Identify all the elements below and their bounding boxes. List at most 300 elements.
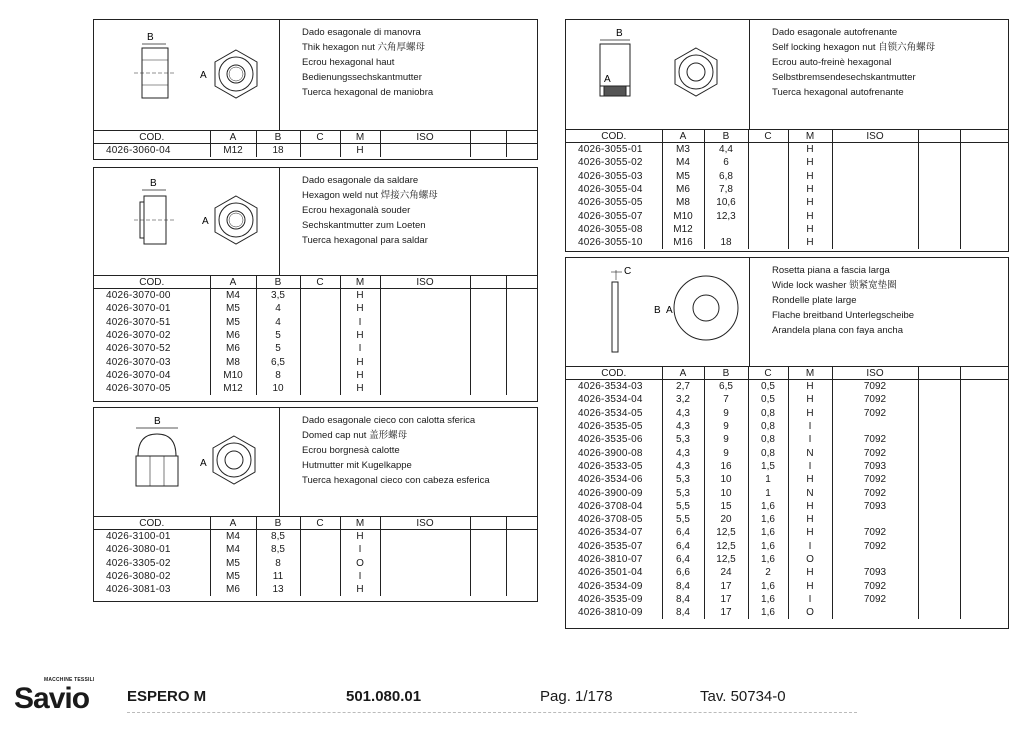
cell-c [300,342,340,355]
cell-b: 18 [256,144,300,158]
cell-b: 20 [704,513,748,526]
cell-empty [918,606,960,619]
cell-cod: 4026-3534-09 [566,579,662,592]
cell-iso [380,144,470,158]
cell-iso [380,329,470,342]
table-header: COD. A B C M ISO [94,517,537,530]
cell-c [300,355,340,368]
cell-empty [506,570,537,583]
cell-b: 17 [704,579,748,592]
table-row [566,566,1008,579]
cell-empty [470,369,506,382]
cell-empty [506,369,537,382]
cell-c [300,382,340,395]
table-row [566,526,1008,539]
cell-m: H [340,302,380,315]
cell-empty [960,460,1008,473]
description-multilingual: Dado esagonale cieco con calotta sferica Domed cap nut 盖形螺母 Ecrou borgnesà calotte Hutmutter mit Kugelkappe Tuerca hexagonal cieco con cabeza esferica [302,415,490,486]
cell-c: 1 [748,486,788,499]
cell-c [748,143,788,157]
cell-empty [960,420,1008,433]
parts-table [94,131,537,157]
cell-empty [918,143,960,157]
cell-c: 1,6 [748,526,788,539]
cell-m: H [788,223,832,236]
cell-cod: 4026-3055-08 [566,223,662,236]
cell-c [300,530,340,544]
cell-b: 8,5 [256,530,300,544]
cell-m: O [340,557,380,570]
cell-a: M12 [662,223,704,236]
cell-iso: 7093 [832,500,918,513]
cell-a: M8 [210,355,256,368]
footer-rule [127,712,857,713]
cell-c [748,196,788,209]
cell-b: 8,5 [256,543,300,556]
table-row [566,500,1008,513]
cell-iso [832,606,918,619]
table-row [566,236,1008,249]
table-row [566,183,1008,196]
cell-b: 12,3 [704,209,748,222]
cell-empty [470,144,506,158]
cell-iso [380,355,470,368]
cell-iso: 7092 [832,579,918,592]
table-row [566,446,1008,459]
cell-b: 11 [256,570,300,583]
cell-a: M4 [210,543,256,556]
cell-b: 6,5 [256,355,300,368]
cell-a: M5 [210,557,256,570]
cell-empty [470,355,506,368]
svg-text:A: A [666,305,673,316]
cell-cod: 4026-3810-09 [566,606,662,619]
cell-a: M4 [210,289,256,303]
cell-cod: 4026-3070-52 [94,342,210,355]
cell-empty [960,433,1008,446]
cell-cod: 4026-3534-06 [566,473,662,486]
cell-m: N [788,446,832,459]
cell-b: 5 [256,329,300,342]
cell-m: H [788,566,832,579]
cell-b: 12,5 [704,540,748,553]
cell-empty [918,156,960,169]
cell-empty [506,583,537,596]
cell-empty [960,606,1008,619]
cell-m: H [788,407,832,420]
cell-cod: 4026-3533-05 [566,460,662,473]
cell-empty [506,289,537,303]
cell-m: H [340,289,380,303]
cell-m: H [340,369,380,382]
cell-iso [832,209,918,222]
cell-m: I [340,570,380,583]
cell-c [748,223,788,236]
svg-text:A: A [200,70,207,81]
cell-c [300,543,340,556]
cell-empty [918,513,960,526]
cell-empty [506,557,537,570]
cell-empty [918,420,960,433]
cell-empty [918,446,960,459]
hex-nut-drawing-icon [94,20,280,130]
description-multilingual: Dado esagonale di manovra Thik hexagon nut 六角厚螺母 Ecrou hexagonal haut Bedienungssechskantmutter Tuerca hexagonal de maniobra [302,27,434,98]
cell-cod: 4026-3100-01 [94,530,210,544]
cell-cod: 4026-3055-04 [566,183,662,196]
cell-empty [960,473,1008,486]
table-header: COD. A B C M ISO [94,131,537,144]
cell-empty [960,156,1008,169]
cell-m: H [788,380,832,394]
cell-m: H [340,382,380,395]
cell-empty [918,393,960,406]
cell-empty [960,579,1008,592]
cell-iso: 7092 [832,540,918,553]
table-row [94,570,537,583]
cell-empty [960,393,1008,406]
cell-c: 0,8 [748,420,788,433]
cell-empty [918,209,960,222]
cell-cod: 4026-3070-00 [94,289,210,303]
cell-empty [506,316,537,329]
cell-empty [960,513,1008,526]
cell-cod: 4026-3070-02 [94,329,210,342]
cell-cod: 4026-3055-07 [566,209,662,222]
cell-b: 6,5 [704,380,748,394]
cell-c: 0,5 [748,393,788,406]
svg-text:A: A [604,74,611,85]
cell-c [300,369,340,382]
cell-a: 6,4 [662,526,704,539]
cell-a: M5 [210,302,256,315]
cell-b: 8 [256,557,300,570]
cell-cod: 4026-3535-09 [566,593,662,606]
block-self-locking-nut [565,19,1009,252]
svg-text:B: B [147,32,154,43]
cell-b: 6,8 [704,170,748,183]
cell-empty [918,579,960,592]
cell-cod: 4026-3534-03 [566,380,662,394]
cell-c [748,156,788,169]
table-row [566,170,1008,183]
table-row [94,355,537,368]
cell-cod: 4026-3055-01 [566,143,662,157]
cell-m: H [788,196,832,209]
cell-empty [960,196,1008,209]
cell-empty [918,236,960,249]
cell-c: 1,5 [748,460,788,473]
table-row [566,380,1008,394]
cell-a: M12 [210,382,256,395]
cell-m: O [788,606,832,619]
cell-m: I [340,316,380,329]
table-header: COD. A B C M ISO [566,367,1008,380]
cell-m: H [340,329,380,342]
cell-cod: 4026-3070-04 [94,369,210,382]
page-number: Pag. 1/178 [540,688,613,705]
lock-nut-drawing-icon [566,20,750,129]
cell-a: 6,4 [662,540,704,553]
svg-text:A: A [200,458,207,469]
table-row [94,329,537,342]
cell-empty [960,183,1008,196]
cell-a: 6,6 [662,566,704,579]
cap-nut-drawing-icon [94,408,280,516]
cell-m: H [340,355,380,368]
parts-table [94,276,537,395]
cell-empty [918,407,960,420]
svg-text:B: B [150,178,157,189]
description-multilingual: Rosetta piana a fascia larga Wide lock washer 锁紧宽垫圈 Rondelle plate large Flache breitband Unterlegscheibe Arandela plana con faya ancha [772,265,915,336]
cell-empty [960,170,1008,183]
table-row [566,223,1008,236]
cell-empty [960,500,1008,513]
cell-empty [506,329,537,342]
cell-a: 2,7 [662,380,704,394]
cell-b: 10 [704,486,748,499]
cell-cod: 4026-3305-02 [94,557,210,570]
description-multilingual: Dado esagonale da saldare Hexagon weld nut 焊接六角螺母 Ecrou hexagonalà souder Sechskantmutter zum Loeten Tuerca hexagonal para saldar [302,175,438,246]
cell-empty [470,289,506,303]
cell-c [300,289,340,303]
cell-iso [832,553,918,566]
cell-iso: 7092 [832,446,918,459]
cell-a: M3 [662,143,704,157]
cell-m: H [340,530,380,544]
cell-empty [960,446,1008,459]
cell-a: 5,5 [662,513,704,526]
table-row [566,393,1008,406]
table-row [566,143,1008,157]
cell-cod: 4026-3535-05 [566,420,662,433]
cell-b: 13 [256,583,300,596]
cell-b: 10 [256,382,300,395]
table-row [566,553,1008,566]
washer-drawing-icon [566,258,750,366]
cell-a: M5 [662,170,704,183]
cell-iso: 7092 [832,407,918,420]
cell-empty [506,355,537,368]
cell-cod: 4026-3070-03 [94,355,210,368]
cell-iso [832,156,918,169]
cell-empty [918,593,960,606]
cell-empty [918,526,960,539]
cell-c [300,144,340,158]
cell-empty [960,223,1008,236]
cell-c [748,209,788,222]
cell-a: M12 [210,144,256,158]
cell-cod: 4026-3070-05 [94,382,210,395]
cell-c [748,236,788,249]
cell-c [748,170,788,183]
cell-c: 2 [748,566,788,579]
cell-empty [960,566,1008,579]
table-row [566,196,1008,209]
cell-empty [506,543,537,556]
cell-iso: 7092 [832,526,918,539]
cell-cod: 4026-3534-04 [566,393,662,406]
table-row [94,557,537,570]
cell-a: M6 [210,583,256,596]
cell-iso [380,289,470,303]
block-domed-cap-nut [93,407,538,602]
table-row [94,583,537,596]
cell-b: 7 [704,393,748,406]
cell-iso: 7092 [832,593,918,606]
cell-c [300,316,340,329]
cell-empty [960,486,1008,499]
drawing-thick-hex-nut [94,20,280,130]
cell-cod: 4026-3534-05 [566,407,662,420]
cell-iso [380,583,470,596]
cell-b: 24 [704,566,748,579]
cell-a: 8,4 [662,606,704,619]
cell-a: 4,3 [662,460,704,473]
cell-iso [832,513,918,526]
cell-b: 10,6 [704,196,748,209]
table-row [94,530,537,544]
table-row [566,407,1008,420]
cell-m: H [340,583,380,596]
cell-iso [832,170,918,183]
cell-empty [918,553,960,566]
cell-iso: 7092 [832,486,918,499]
cell-b [704,223,748,236]
cell-m: H [788,143,832,157]
cell-cod: 4026-3081-03 [94,583,210,596]
cell-empty [918,196,960,209]
cell-empty [506,530,537,544]
cell-cod: 4026-3708-04 [566,500,662,513]
cell-m: I [788,433,832,446]
table-row [566,540,1008,553]
cell-b: 4 [256,302,300,315]
cell-c: 1,6 [748,579,788,592]
cell-b: 4,4 [704,143,748,157]
parts-table [566,367,1008,619]
logo-subtitle: MACCHINE TESSILI [44,677,95,683]
cell-empty [960,540,1008,553]
cell-a: 8,4 [662,593,704,606]
cell-empty [918,460,960,473]
table-row [566,420,1008,433]
cell-a: 8,4 [662,579,704,592]
cell-b: 3,5 [256,289,300,303]
cell-a: 4,3 [662,420,704,433]
svg-text:C: C [624,266,632,277]
cell-a: M5 [210,570,256,583]
cell-empty [918,473,960,486]
cell-a: 5,5 [662,500,704,513]
cell-empty [506,302,537,315]
svg-text:B: B [654,305,661,316]
table-row [566,486,1008,499]
cell-cod: 4026-3055-03 [566,170,662,183]
svg-text:B: B [154,416,161,427]
cell-b: 9 [704,446,748,459]
table-row [566,209,1008,222]
cell-m: H [788,526,832,539]
cell-b: 9 [704,420,748,433]
cell-iso [832,420,918,433]
table-row [94,382,537,395]
cell-cod: 4026-3055-02 [566,156,662,169]
cell-m: H [788,170,832,183]
cell-iso [380,557,470,570]
cell-cod: 4026-3070-51 [94,316,210,329]
svg-text:B: B [616,28,623,39]
cell-m: H [788,156,832,169]
cell-c: 1,6 [748,593,788,606]
cell-empty [470,570,506,583]
cell-c [300,570,340,583]
cell-c [300,583,340,596]
cell-empty [960,407,1008,420]
cell-m: H [788,473,832,486]
cell-c: 1,6 [748,500,788,513]
cell-iso [380,302,470,315]
cell-empty [918,170,960,183]
cell-iso [380,530,470,544]
cell-b: 6 [704,156,748,169]
cell-a: 4,3 [662,407,704,420]
cell-empty [960,526,1008,539]
cell-empty [960,380,1008,394]
cell-a: M6 [210,342,256,355]
cell-a: M10 [662,209,704,222]
cell-m: H [788,209,832,222]
cell-cod: 4026-3060-04 [94,144,210,158]
parts-table [94,517,537,596]
cell-a: 3,2 [662,393,704,406]
cell-a: M5 [210,316,256,329]
cell-cod: 4026-3534-07 [566,526,662,539]
cell-b: 4 [256,316,300,329]
cell-a: 5,3 [662,433,704,446]
cell-b: 12,5 [704,526,748,539]
cell-c: 1,6 [748,540,788,553]
cell-m: H [788,513,832,526]
parts-table [566,130,1008,249]
cell-empty [960,236,1008,249]
cell-empty [506,342,537,355]
cell-a: M6 [662,183,704,196]
table-header: COD. A B C M ISO [94,276,537,289]
cell-iso [380,342,470,355]
cell-cod: 4026-3080-01 [94,543,210,556]
cell-iso [380,382,470,395]
cell-iso [380,543,470,556]
cell-empty [960,553,1008,566]
cell-a: M4 [662,156,704,169]
table-header: COD. A B C M ISO [566,130,1008,143]
cell-m: I [788,540,832,553]
table-row [566,473,1008,486]
cell-iso [380,570,470,583]
drawing-self-locking-nut [566,20,750,129]
cell-a: M10 [210,369,256,382]
cell-cod: 4026-3070-01 [94,302,210,315]
table-row [566,593,1008,606]
cell-cod: 4026-3708-05 [566,513,662,526]
cell-a: 5,3 [662,486,704,499]
drawing-wide-lock-washer [566,258,750,366]
cell-empty [960,209,1008,222]
cell-m: H [788,236,832,249]
table-row [94,302,537,315]
cell-empty [960,593,1008,606]
cell-cod: 4026-3535-07 [566,540,662,553]
